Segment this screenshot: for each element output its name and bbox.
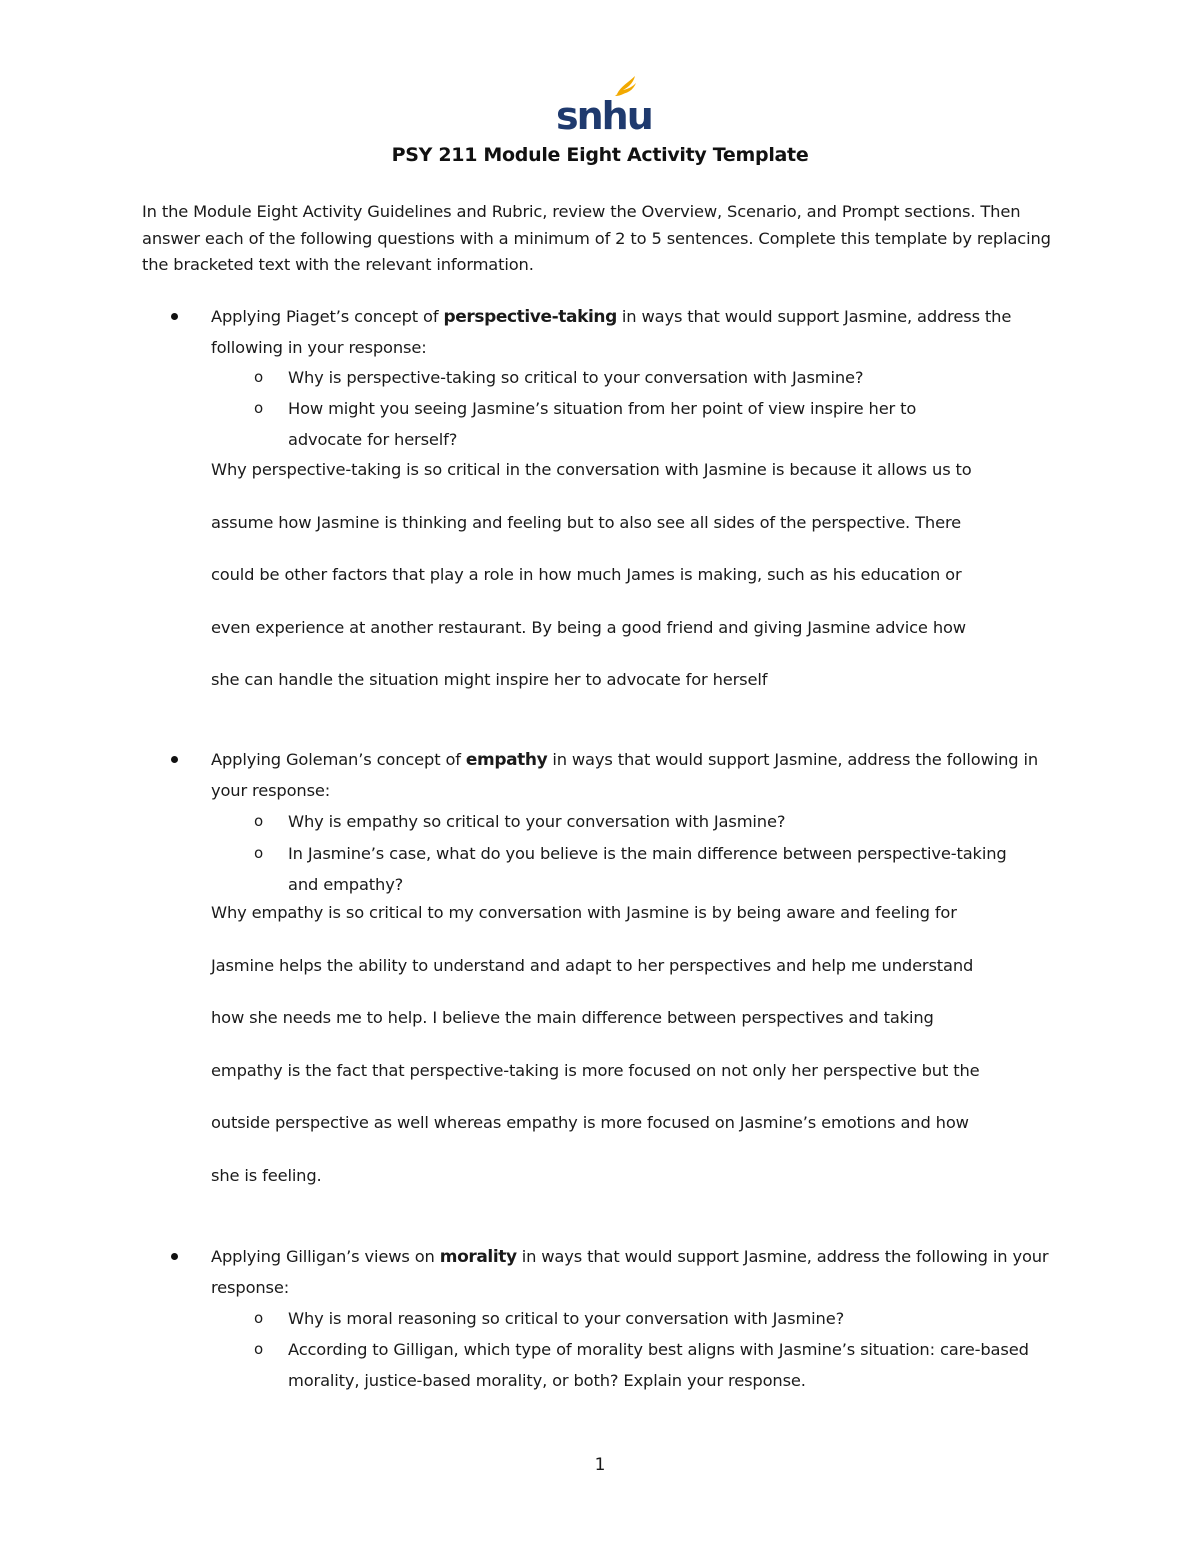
answer-1 bbox=[211, 444, 1061, 707]
question-3-keyword: morality bbox=[439, 1247, 517, 1267]
bullet-3 bbox=[171, 1253, 178, 1260]
answer-2 bbox=[211, 887, 1061, 1202]
question-2-sub-1: Why is empathy so critical to your conversation with Jasmine? bbox=[288, 812, 786, 831]
question-1-pre: Applying Piaget’s concept of bbox=[211, 307, 444, 326]
sub-marker: o bbox=[254, 1309, 264, 1327]
sub-marker: o bbox=[254, 1340, 264, 1358]
question-3-pre: Applying Gilligan’s views on bbox=[211, 1247, 440, 1266]
question-1-post: in ways that would support Jasmine, address the following in your response: bbox=[211, 307, 1012, 357]
answer-2-line: empathy is the fact that perspective-taking is more focused on not only her perspective but the bbox=[211, 1060, 980, 1080]
sub-marker: o bbox=[254, 812, 264, 830]
answer-2-line: how she needs me to help. I believe the main difference between perspectives and taking bbox=[211, 1008, 934, 1027]
bullet-2 bbox=[171, 756, 178, 763]
answer-2-line: she is feeling. bbox=[211, 1165, 322, 1185]
answer-2-line: Why empathy is so critical to my conversation with Jasmine is by being aware and feeling for bbox=[211, 903, 957, 922]
question-3-post: in ways that would support Jasmine, address the following in your response: bbox=[211, 1247, 1049, 1297]
intro-paragraph: In the Module Eight Activity Guidelines and Rubric, review the Overview, Scenario, and Prompt sections. Then answer each of the following questions with a minimum of 2 to 5 sentences. Complete this template by replacing the bracketed text with the relevant information. bbox=[142, 202, 1051, 274]
question-3 bbox=[211, 1242, 1061, 1303]
question-2-post: in ways that would support Jasmine, address the following in your response: bbox=[211, 750, 1039, 800]
question-3-sub-1: Why is moral reasoning so critical to your conversation with Jasmine? bbox=[288, 1309, 845, 1328]
sub-marker: o bbox=[254, 399, 264, 417]
question-3-sub-2: According to Gilligan, which type of morality best aligns with Jasmine’s situation: care-based morality, justice-based morality, or both? Explain your response. bbox=[288, 1340, 1029, 1390]
bullet-1 bbox=[171, 313, 178, 320]
question-2-sub-2: In Jasmine’s case, what do you believe is the main difference between perspective-taking and empathy? bbox=[288, 844, 1007, 894]
answer-2-line: Jasmine helps the ability to understand and adapt to her perspectives and help me understand bbox=[211, 955, 974, 975]
answer-1-line: could be other factors that play a role in how much James is making, such as his education or bbox=[211, 565, 962, 584]
question-1-sub-2: How might you seeing Jasmine’s situation from her point of view inspire her to advocate for herself? bbox=[288, 399, 917, 449]
logo-text: snhu bbox=[556, 94, 652, 138]
question-2-keyword: empathy bbox=[465, 750, 548, 770]
answer-2-line: outside perspective as well whereas empathy is more focused on Jasmine’s emotions and how bbox=[211, 1113, 969, 1132]
question-1-sub-1: Why is perspective-taking so critical to your conversation with Jasmine? bbox=[288, 368, 864, 387]
answer-1-line: even experience at another restaurant. By being a good friend and giving Jasmine advice how bbox=[211, 617, 966, 637]
question-1-keyword: perspective-taking bbox=[443, 307, 617, 327]
sub-marker: o bbox=[254, 844, 264, 862]
answer-1-line: she can handle the situation might inspire her to advocate for herself bbox=[211, 670, 768, 689]
sub-marker: o bbox=[254, 368, 264, 386]
document-title: PSY 211 Module Eight Activity Template bbox=[391, 144, 809, 166]
answer-1-line: Why perspective-taking is so critical in the conversation with Jasmine is because it allows us to bbox=[211, 460, 972, 479]
page-number: 1 bbox=[594, 1455, 606, 1475]
question-2-pre: Applying Goleman’s concept of bbox=[211, 750, 466, 769]
question-1 bbox=[211, 302, 1071, 363]
answer-1-line: assume how Jasmine is thinking and feeling but to also see all sides of the perspective. There bbox=[211, 512, 961, 532]
question-2 bbox=[211, 745, 1071, 806]
snhu-logo bbox=[555, 74, 652, 138]
flame-icon bbox=[555, 74, 652, 138]
